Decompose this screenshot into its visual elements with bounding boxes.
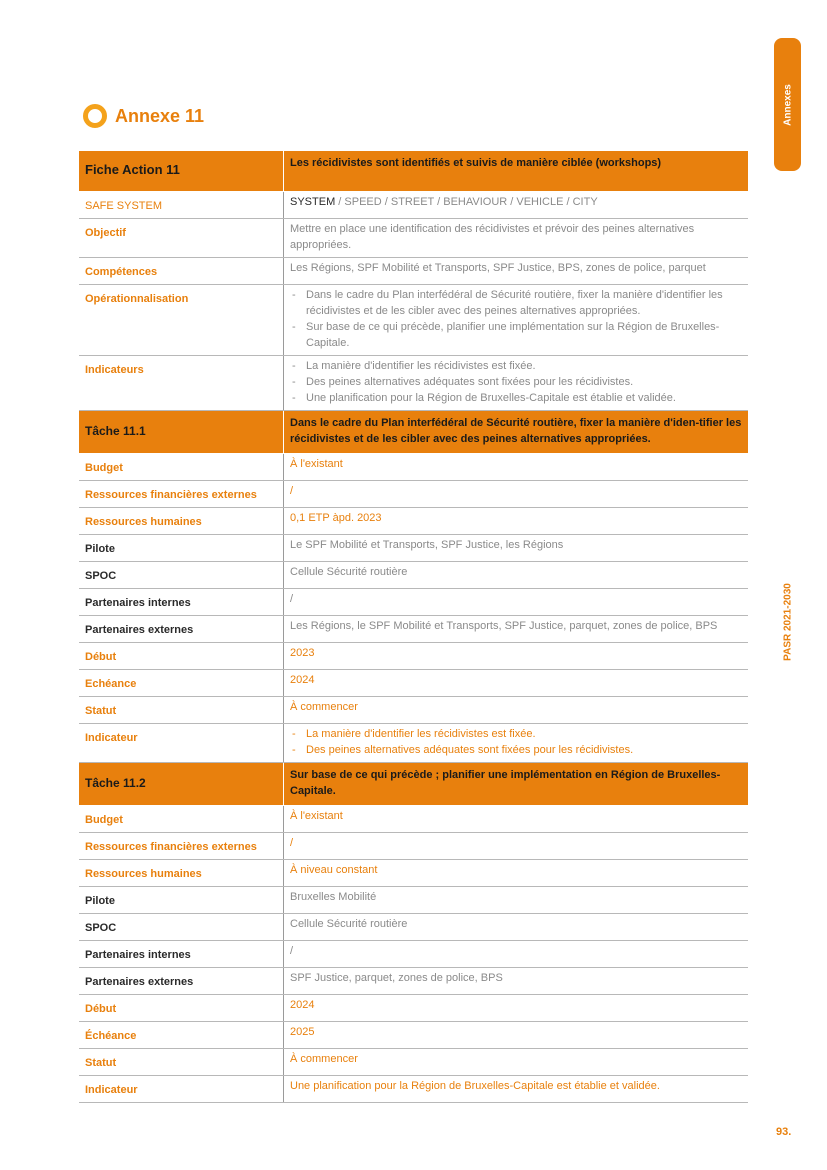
annex-heading bbox=[83, 104, 204, 128]
partenaires-internes-value: / bbox=[284, 941, 749, 968]
annexes-tab-label: Annexes bbox=[782, 83, 793, 126]
budget-value: À l'existant bbox=[284, 454, 749, 481]
spoc-value: Cellule Sécurité routière bbox=[284, 562, 749, 589]
pilote-value: Le SPF Mobilité et Transports, SPF Justice, les Régions bbox=[284, 535, 749, 562]
indicateur-label: Indicateur bbox=[79, 724, 284, 763]
debut-value: 2023 bbox=[284, 643, 749, 670]
tache1-spoc-row bbox=[79, 562, 748, 589]
statut-label: Statut bbox=[79, 1049, 284, 1076]
competences-label: Compétences bbox=[79, 258, 284, 285]
annex-title: Annexe 11 bbox=[115, 105, 205, 126]
pilote-label: Pilote bbox=[79, 887, 284, 914]
budget-label: Budget bbox=[79, 806, 284, 833]
tache2-pilote-row bbox=[79, 887, 748, 914]
tache1-debut-row bbox=[79, 643, 748, 670]
statut-value: À commencer bbox=[284, 697, 749, 724]
indicateur-list bbox=[290, 726, 742, 758]
rh-label: Ressources humaines bbox=[79, 860, 284, 887]
list-item: - Des peines alternatives adéquates sont fixées pour les récidivistes. bbox=[290, 742, 742, 758]
tache1-rfe-row bbox=[79, 481, 748, 508]
indicateur-value bbox=[284, 724, 749, 763]
safe-system-label: SAFE SYSTEM bbox=[79, 192, 284, 219]
tache2-statut-row bbox=[79, 1049, 748, 1076]
indicateur-value: Une planification pour la Région de Bruxelles-Capitale est établie et validée. bbox=[284, 1076, 749, 1103]
tache2-indicateur-row bbox=[79, 1076, 748, 1103]
partenaires-externes-label: Partenaires externes bbox=[79, 616, 284, 643]
indicateurs-value bbox=[284, 356, 749, 411]
operationnalisation-value bbox=[284, 285, 749, 356]
tache2-rfe-row bbox=[79, 833, 748, 860]
statut-value: À commencer bbox=[284, 1049, 749, 1076]
rfe-value: / bbox=[284, 481, 749, 508]
competences-row bbox=[79, 258, 748, 285]
spoc-label: SPOC bbox=[79, 914, 284, 941]
tache-11-2-label: Tâche 11.2 bbox=[79, 763, 284, 806]
tache1-pe-row bbox=[79, 616, 748, 643]
fiche-label: Fiche Action 11 bbox=[79, 151, 284, 192]
debut-label: Début bbox=[79, 995, 284, 1022]
tache1-statut-row bbox=[79, 697, 748, 724]
operationnalisation-list bbox=[290, 287, 742, 351]
tache-11-2-header-row bbox=[79, 763, 748, 806]
spoc-value: Cellule Sécurité routière bbox=[284, 914, 749, 941]
echeance-label: Échéance bbox=[79, 1022, 284, 1049]
tache2-pe-row bbox=[79, 968, 748, 995]
debut-label: Début bbox=[79, 643, 284, 670]
tache1-pilote-row bbox=[79, 535, 748, 562]
fiche-action-table bbox=[79, 151, 748, 1103]
echeance-value: 2025 bbox=[284, 1022, 749, 1049]
tache2-budget-row bbox=[79, 806, 748, 833]
tache2-debut-row bbox=[79, 995, 748, 1022]
debut-value: 2024 bbox=[284, 995, 749, 1022]
document-side-label: PASR 2021-2030 bbox=[782, 583, 794, 661]
safe-system-row bbox=[79, 192, 748, 219]
page-number: 93. bbox=[776, 1126, 792, 1138]
fiche-header-row bbox=[79, 151, 748, 192]
list-item: - Sur base de ce qui précède, planifier une implémentation sur la Région de Bruxelles-Capitale. bbox=[290, 319, 742, 351]
safe-system-value bbox=[284, 192, 749, 219]
rfe-label: Ressources financières externes bbox=[79, 481, 284, 508]
tache1-rh-row bbox=[79, 508, 748, 535]
safe-system-active: SYSTEM bbox=[290, 196, 336, 208]
tache1-pi-row bbox=[79, 589, 748, 616]
fiche-title: Les récidivistes sont identifiés et suivis de manière ciblée (workshops) bbox=[284, 151, 749, 192]
partenaires-internes-label: Partenaires internes bbox=[79, 941, 284, 968]
operationnalisation-row bbox=[79, 285, 748, 356]
spoc-label: SPOC bbox=[79, 562, 284, 589]
operationnalisation-label: Opérationnalisation bbox=[79, 285, 284, 356]
budget-value: À l'existant bbox=[284, 806, 749, 833]
tache1-echeance-row bbox=[79, 670, 748, 697]
rh-value: 0,1 ETP àpd. 2023 bbox=[284, 508, 749, 535]
tache2-echeance-row bbox=[79, 1022, 748, 1049]
partenaires-externes-value: Les Régions, le SPF Mobilité et Transports, SPF Justice, parquet, zones de police, BPS bbox=[284, 616, 749, 643]
list-item: - Des peines alternatives adéquates sont fixées pour les récidivistes. bbox=[290, 374, 742, 390]
tache-11-2-title: Sur base de ce qui précède ; planifier une implémentation en Région de Bruxelles-Capitale. bbox=[284, 763, 749, 806]
tache2-rh-row bbox=[79, 860, 748, 887]
indicateurs-list bbox=[290, 358, 742, 406]
indicateurs-row bbox=[79, 356, 748, 411]
list-item: - La manière d'identifier les récidivistes est fixée. bbox=[290, 726, 742, 742]
tache1-indicateur-row bbox=[79, 724, 748, 763]
rh-label: Ressources humaines bbox=[79, 508, 284, 535]
tache-11-1-title: Dans le cadre du Plan interfédéral de Sécurité routière, fixer la manière d'iden-tifier les récidivistes et de les cibler avec des peines alternatives appropriées. bbox=[284, 411, 749, 454]
echeance-label: Echéance bbox=[79, 670, 284, 697]
indicateurs-label: Indicateurs bbox=[79, 356, 284, 411]
pilote-value: Bruxelles Mobilité bbox=[284, 887, 749, 914]
objectif-value: Mettre en place une identification des récidivistes et prévoir des peines alternatives appropriées. bbox=[284, 219, 749, 258]
pilote-label: Pilote bbox=[79, 535, 284, 562]
rfe-value: / bbox=[284, 833, 749, 860]
objectif-row bbox=[79, 219, 748, 258]
partenaires-externes-label: Partenaires externes bbox=[79, 968, 284, 995]
annexes-side-tab[interactable] bbox=[774, 38, 801, 171]
tache2-pi-row bbox=[79, 941, 748, 968]
indicateur-label: Indicateur bbox=[79, 1076, 284, 1103]
competences-value: Les Régions, SPF Mobilité et Transports, SPF Justice, BPS, zones de police, parquet bbox=[284, 258, 749, 285]
safe-system-rest: / SPEED / STREET / BEHAVIOUR / VEHICLE / CITY bbox=[335, 196, 598, 208]
tache-11-1-label: Tâche 11.1 bbox=[79, 411, 284, 454]
list-item: - Dans le cadre du Plan interfédéral de Sécurité routière, fixer la manière d'identifier les récidivistes et de les cibler avec des peines alternatives appropriées. bbox=[290, 287, 742, 319]
objectif-label: Objectif bbox=[79, 219, 284, 258]
list-item: - La manière d'identifier les récidivistes est fixée. bbox=[290, 358, 742, 374]
partenaires-externes-value: SPF Justice, parquet, zones de police, BPS bbox=[284, 968, 749, 995]
rfe-label: Ressources financières externes bbox=[79, 833, 284, 860]
echeance-value: 2024 bbox=[284, 670, 749, 697]
tache1-budget-row bbox=[79, 454, 748, 481]
list-item: - Une planification pour la Région de Bruxelles-Capitale est établie et validée. bbox=[290, 390, 742, 406]
tache-11-1-header-row bbox=[79, 411, 748, 454]
partenaires-internes-label: Partenaires internes bbox=[79, 589, 284, 616]
tache2-spoc-row bbox=[79, 914, 748, 941]
ring-bullet-icon bbox=[83, 104, 107, 128]
partenaires-internes-value: / bbox=[284, 589, 749, 616]
budget-label: Budget bbox=[79, 454, 284, 481]
statut-label: Statut bbox=[79, 697, 284, 724]
rh-value: À niveau constant bbox=[284, 860, 749, 887]
